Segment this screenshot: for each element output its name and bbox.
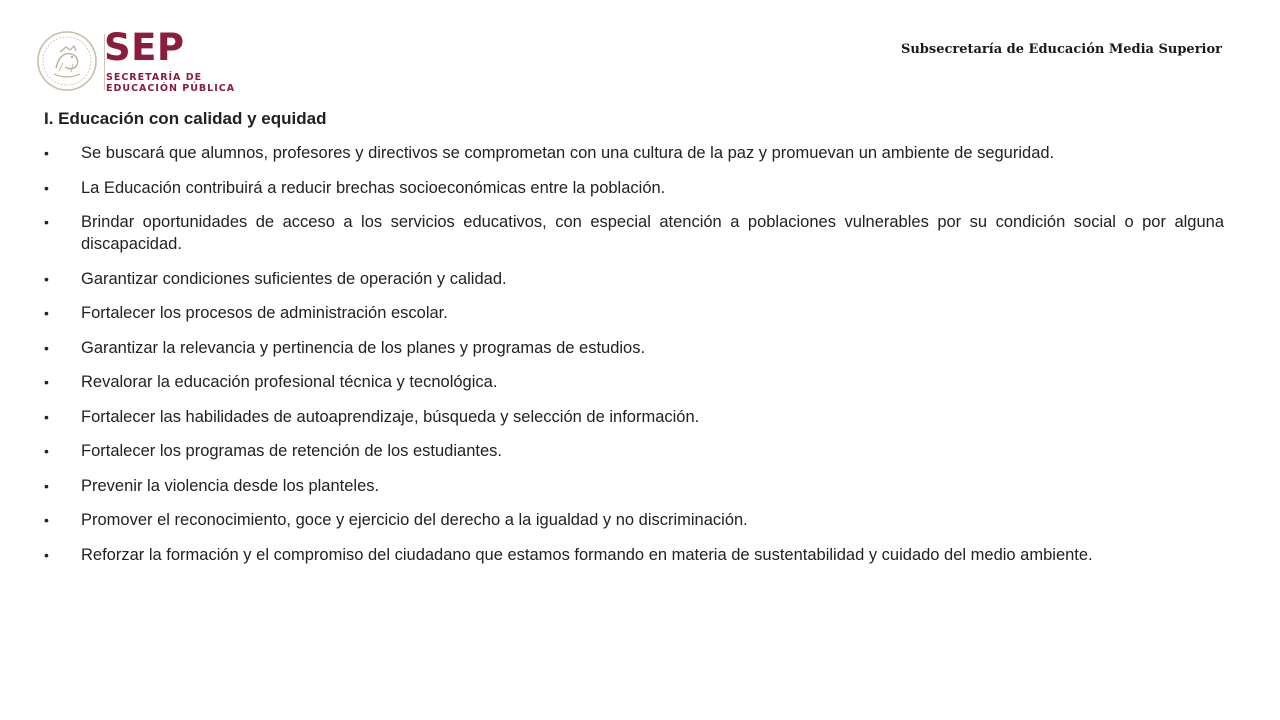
list-item: [44, 440, 1224, 462]
list-item-text: Reforzar la formación y el compromiso del ciudadano que estamos formando en materia de sustentabilidad y cuidado del medio ambiente.: [81, 545, 1093, 564]
list-item: [44, 509, 1224, 531]
list-item-text: Promover el reconocimiento, goce y ejercicio del derecho a la igualdad y no discriminación.: [81, 511, 748, 529]
list-item: [44, 211, 1224, 255]
list-item-text: Revalorar la educación profesional técnica y tecnológica.: [81, 373, 498, 391]
list-item-text: La Educación contribuirá a reducir brechas socioeconómicas entre la población.: [81, 178, 666, 197]
list-item: [44, 268, 1224, 290]
bullet-icon: •: [44, 512, 49, 528]
list-item: [44, 302, 1224, 324]
list-item-text: Fortalecer los programas de retención de los estudiantes.: [81, 442, 502, 460]
list-item: [44, 475, 1224, 497]
bullet-icon: •: [44, 339, 49, 356]
bullet-icon: •: [44, 179, 49, 196]
bullet-icon: •: [44, 408, 49, 425]
list-item-text: Se buscará que alumnos, profesores y directivos se comprometan con una cultura de la paz y promuevan un ambiente de seguridad.: [81, 144, 1055, 162]
list-item: [44, 371, 1224, 393]
bullet-icon: •: [44, 546, 49, 563]
bullet-icon: •: [44, 305, 49, 321]
bullet-icon: •: [44, 270, 49, 287]
bullet-icon: •: [44, 374, 49, 390]
list-item-text: Fortalecer las habilidades de autoaprendizaje, búsqueda y selección de información.: [81, 407, 700, 426]
list-item-text: Fortalecer los procesos de administración escolar.: [81, 304, 448, 322]
list-item: [44, 544, 1224, 566]
bullet-list: [44, 142, 1224, 566]
list-item: [44, 142, 1224, 164]
subsecretaria-title: Subsecretaría de Educación Media Superior: [900, 42, 1222, 57]
bullet-icon: •: [44, 145, 49, 161]
section-title: I. Educación con calidad y equidad: [44, 109, 327, 128]
page-header: [0, 0, 1280, 105]
logo-brand-text: SEP: [104, 26, 185, 69]
list-item: [44, 406, 1224, 428]
slide-content: [44, 108, 1224, 578]
list-item-text: Prevenir la violencia desde los planteles.: [81, 476, 380, 495]
bullet-icon: •: [44, 443, 49, 459]
list-item-text: Brindar oportunidades de acceso a los servicios educativos, con especial atención a poblaciones vulnerables por su condición social o por alguna discapacidad.: [81, 213, 1224, 253]
logo-subtitle-line2: EDUCACIÓN PÚBLICA: [106, 83, 236, 94]
list-item: [44, 337, 1224, 359]
list-item-text: Garantizar condiciones suficientes de operación y calidad.: [81, 269, 507, 288]
bullet-icon: •: [44, 477, 49, 494]
list-item: [44, 177, 1224, 199]
list-item-text: Garantizar la relevancia y pertinencia de los planes y programas de estudios.: [81, 338, 646, 357]
coat-of-arms-seal-icon: [36, 30, 98, 92]
logo-subtitle-line1: SECRETARÍA DE: [106, 72, 203, 83]
bullet-icon: •: [44, 214, 49, 230]
sep-logo: [36, 26, 236, 96]
